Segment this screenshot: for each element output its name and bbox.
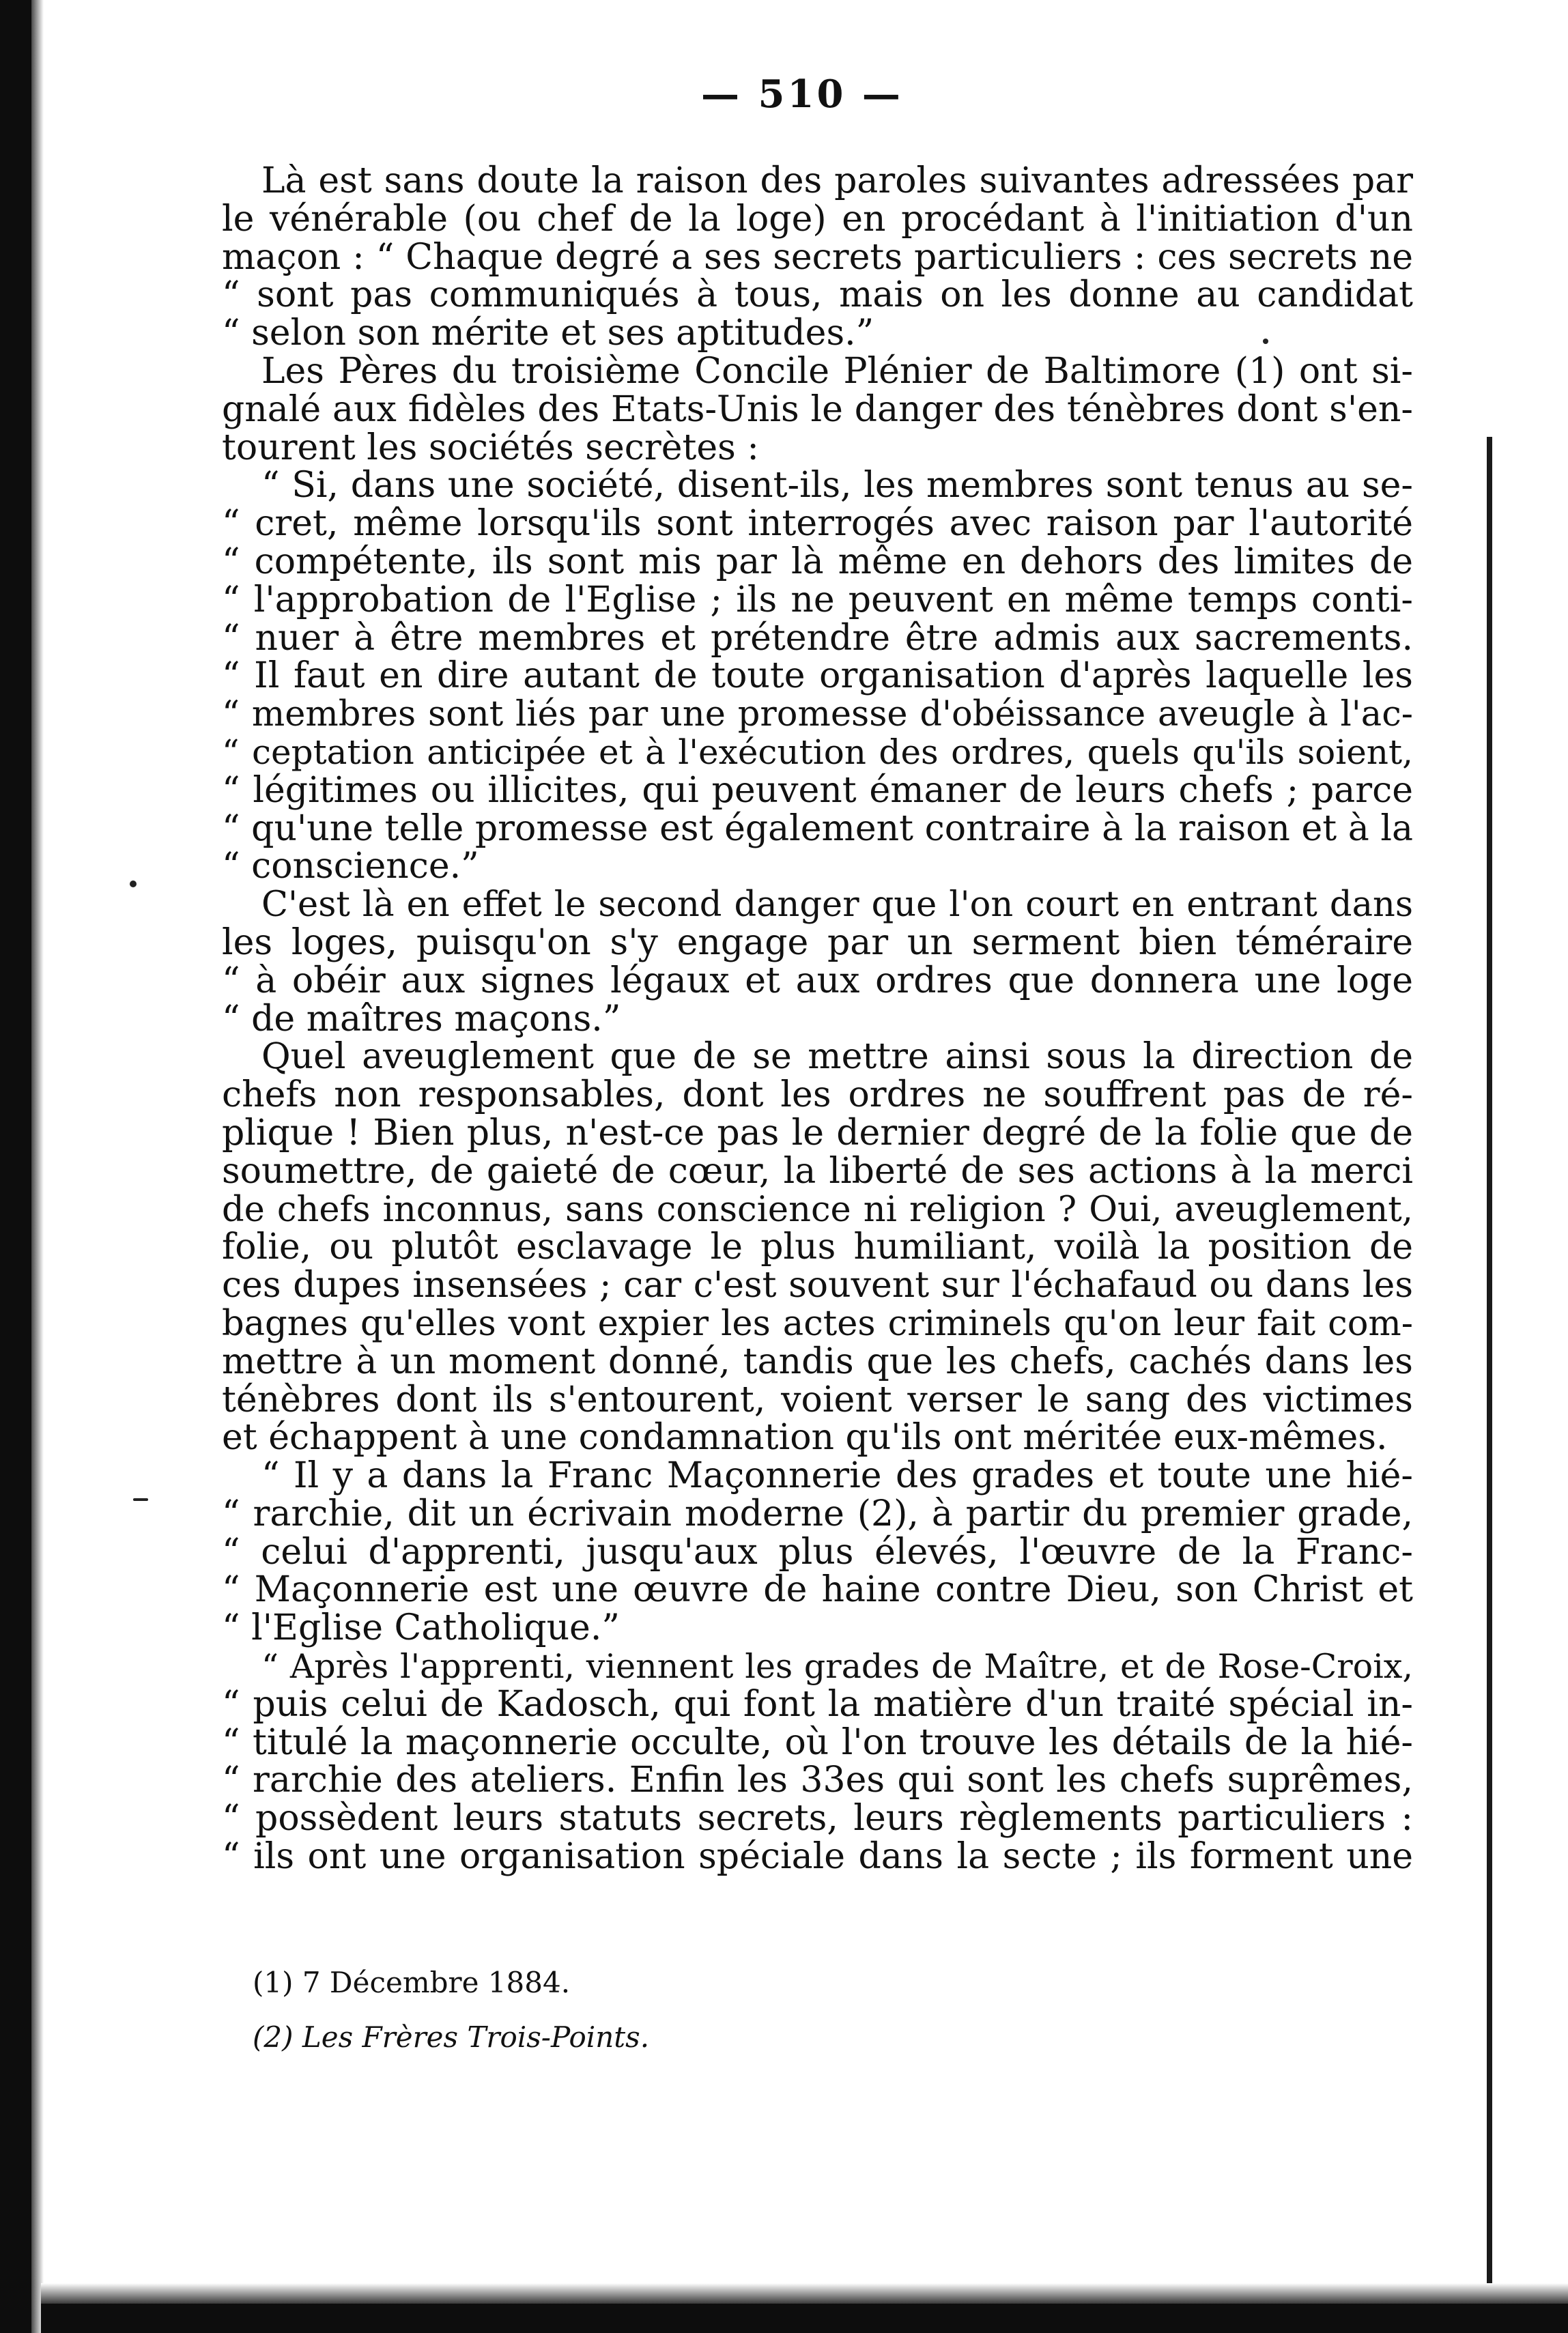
footnotes (253, 1956, 1072, 2065)
text-line: “ l'Eglise Catholique.” (222, 1607, 620, 1649)
text-line: ces dupes insensées ; car c'est souvent sur l'échafaud ou dans les (222, 1265, 1413, 1306)
scan-border-left (0, 0, 31, 2333)
text-line: “ celui d'apprenti, jusqu'aux plus élevés, l'œuvre de la Franc- (222, 1531, 1413, 1573)
text-line: gnalé aux fidèles des Etats-Unis le danger des ténèbres dont s'en- (222, 388, 1413, 430)
text-line: et échappent à une condamnation qu'ils ont méritée eux-mêmes. (222, 1417, 1388, 1459)
text-line: “ rarchie, dit un écrivain moderne (2), à partir du premier grade, (222, 1493, 1413, 1534)
text-line: “ sont pas communiqués à tous, mais on les donne au candidat (222, 274, 1413, 316)
scan-shadow-bottom (41, 2283, 1568, 2304)
text-line: ténèbres dont ils s'entourent, voient verser le sang des victimes (222, 1379, 1413, 1420)
text-line: Les Pères du troisième Concile Plénier de Baltimore (1) ont si- (261, 350, 1413, 392)
scan-speck (133, 1498, 148, 1501)
text-line: plique ! Bien plus, n'est-ce pas le dernier degré de la folie que de (222, 1112, 1413, 1154)
text-line: “ membres sont liés par une promesse d'obéissance aveugle à l'ac- (222, 694, 1413, 735)
text-line: “ titulé la maçonnerie occulte, où l'on trouve les détails de la hié- (222, 1721, 1413, 1763)
text-line: folie, ou plutôt esclavage le plus humiliant, voilà la position de (222, 1227, 1413, 1268)
footnote: (1) 7 Décembre 1884. (253, 1966, 571, 1999)
text-line: “ légitimes ou illicites, qui peuvent émaner de leurs chefs ; parce (222, 769, 1413, 811)
text-line: “ compétente, ils sont mis par là même en dehors des limites de (222, 541, 1413, 582)
text-line: “ selon son mérite et ses aptitudes.” (222, 313, 874, 354)
text-line: maçon : “ Chaque degré a ses secrets particuliers : ces secrets ne (222, 236, 1413, 278)
text-line: “ rarchie des ateliers. Enfin les 33es qui sont les chefs suprêmes, (222, 1760, 1413, 1801)
text-line: chefs non responsables, dont les ordres ne souffrent pas de ré- (222, 1074, 1413, 1116)
text-line: “ de maîtres maçons.” (222, 998, 621, 1040)
text-line: Quel aveuglement que de se mettre ainsi sous la direction de (261, 1036, 1413, 1078)
text-line: “ ceptation anticipée et à l'exécution des ordres, quels qu'ils soient, (222, 732, 1413, 772)
text-line: C'est là en effet le second danger que l'on court en entrant dans (261, 885, 1413, 926)
text-line: “ Après l'apprenti, viennent les grades de Maître, et de Rose-Croix, (261, 1647, 1413, 1687)
text-line: bagnes qu'elles vont expier les actes criminels qu'on leur fait com- (222, 1303, 1413, 1344)
text-line: “ Il y a dans la Franc Maçonnerie des grades et toute une hié- (261, 1455, 1413, 1497)
scan-border-bottom (41, 2304, 1568, 2333)
body-text (222, 162, 1413, 1876)
text-line: le vénérable (ou chef de la loge) en procédant à l'initiation d'un (222, 198, 1413, 240)
text-line: de chefs inconnus, sans conscience ni religion ? Oui, aveuglement, (222, 1189, 1413, 1230)
text-line: “ à obéir aux signes légaux et aux ordres que donnera une loge (222, 960, 1413, 1001)
text-line: “ Il faut en dire autant de toute organisation d'après laquelle les (222, 655, 1413, 697)
text-line: tourent les sociétés secrètes : (222, 427, 759, 468)
text-line: “ qu'une telle promesse est également contraire à la raison et à la (222, 807, 1413, 849)
scan-gutter-line (1487, 437, 1492, 2304)
text-line: “ cret, même lorsqu'ils sont interrogés avec raison par l'autorité (222, 503, 1413, 545)
text-line: “ conscience.” (222, 846, 479, 887)
scan-shadow-left (31, 0, 44, 2333)
text-line: soumettre, de gaieté de cœur, la liberté de ses actions à la merci (222, 1150, 1413, 1192)
text-line: “ possèdent leurs statuts secrets, leurs règlements particuliers : (222, 1798, 1413, 1840)
text-line: “ l'approbation de l'Eglise ; ils ne peuvent en même temps conti- (222, 579, 1413, 620)
text-line: “ nuer à être membres et prétendre être admis aux sacrements. (222, 617, 1413, 659)
text-line: “ puis celui de Kadosch, qui font la matière d'un traité spécial in- (222, 1683, 1413, 1725)
text-line: mettre à un moment donné, tandis que les chefs, cachés dans les (222, 1341, 1413, 1382)
text-line: Là est sans doute la raison des paroles suivantes adressées par (261, 160, 1413, 201)
scan-speck (130, 881, 137, 887)
page-number: — 510 — (701, 72, 903, 117)
text-line: “ Maçonnerie est une œuvre de haine contre Dieu, son Christ et (222, 1569, 1413, 1611)
text-line: les loges, puisqu'on s'y engage par un serment bien téméraire (222, 921, 1413, 963)
text-line: “ Si, dans une société, disent-ils, les membres sont tenus au se- (261, 465, 1413, 506)
footnote: (2) Les Frères Trois-Points. (253, 2020, 650, 2054)
text-line: “ ils ont une organisation spéciale dans la secte ; ils forment une (222, 1836, 1413, 1878)
